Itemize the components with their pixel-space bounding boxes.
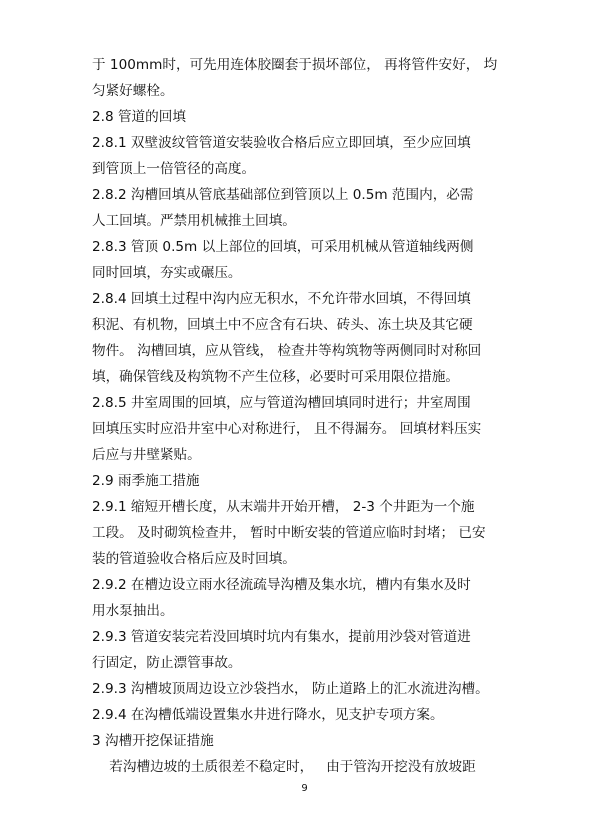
body-text-line: 2.9.2 在槽边设立雨水径流疏导沟槽及集水坑，槽内有集水及时 [92, 577, 471, 593]
body-text-line: 2.8.4 回填土过程中沟内应无积水，不允许带水回填，不得回填 [92, 291, 471, 307]
body-text-line: 2.8.2 沟槽回填从管底基础部位到管顶以上 0.5m 范围内，必需 [92, 187, 474, 203]
body-text-line: 回填压实时应沿井室中心对称进行， 且不得漏夯。 回填材料压实 [92, 421, 482, 437]
body-text-line: 2.9.4 在沟槽低端设置集水井进行降水，见支护专项方案。 [92, 707, 444, 723]
body-text-line: 装的管道验收合格后应及时回填。 [92, 551, 296, 567]
section-heading: 2.8 管道的回填 [92, 109, 186, 125]
body-text-line: 2.9.1 缩短开槽长度，从末端井开始开槽， 2-3 个井距为一个施 [92, 499, 475, 515]
body-text-line: 人工回填。严禁用机械推土回填。 [92, 213, 296, 229]
body-text-line: 匀紧好螺栓。 [92, 83, 174, 99]
body-text-line: 用水泵抽出。 [92, 603, 174, 619]
body-text-line: 同时回填，夯实或碾压。 [92, 265, 242, 281]
body-text-line: 2.8.1 双壁波纹管管道安装验收合格后应立即回填，至少应回填 [92, 135, 471, 151]
body-text-line: 积泥、有机物，回填土中不应含有石块、砖头、冻土块及其它硬 [92, 317, 473, 333]
body-text-line: 于 100mm时，可先用连体胶圈套于损坏部位， 再将管件安好， 均 [92, 57, 498, 73]
body-text-line: 后应与井壁紧贴。 [92, 447, 201, 463]
section-heading: 3 沟槽开挖保证措施 [92, 733, 214, 749]
body-text-line: 填，确保管线及构筑物不产生位移，必要时可采用限位措施。 [92, 369, 460, 385]
body-text-line: 2.8.5 井室周围的回填，应与管道沟槽回填同时进行；井室周围 [92, 395, 471, 411]
body-text-line: 工段。 及时砌筑检查井， 暂时中断安装的管道应临时封堵； 已安 [92, 525, 486, 541]
body-text-line: 2.9.3 管道安装完若没回填时坑内有集水，提前用沙袋对管道进 [92, 629, 471, 645]
body-text-line: 物件。 沟槽回填，应从管线， 检查井等构筑物等两侧同时对称回 [92, 343, 482, 359]
section-heading: 2.9 雨季施工措施 [92, 473, 200, 489]
body-text-line: 若沟槽边坡的土质很差不稳定时， 由于管沟开挖没有放坡距 [92, 759, 476, 775]
page-number: 9 [301, 783, 308, 794]
body-text-line: 2.8.3 管顶 0.5m 以上部位的回填，可采用机械从管道轴线两侧 [92, 239, 474, 255]
body-text-line: 行固定，防止漂管事故。 [92, 655, 242, 671]
body-text-line: 2.9.3 沟槽坡顶周边设立沙袋挡水， 防止道路上的汇水流进沟槽。 [92, 681, 489, 697]
body-text-line: 到管顶上一倍管径的高度。 [92, 161, 256, 177]
